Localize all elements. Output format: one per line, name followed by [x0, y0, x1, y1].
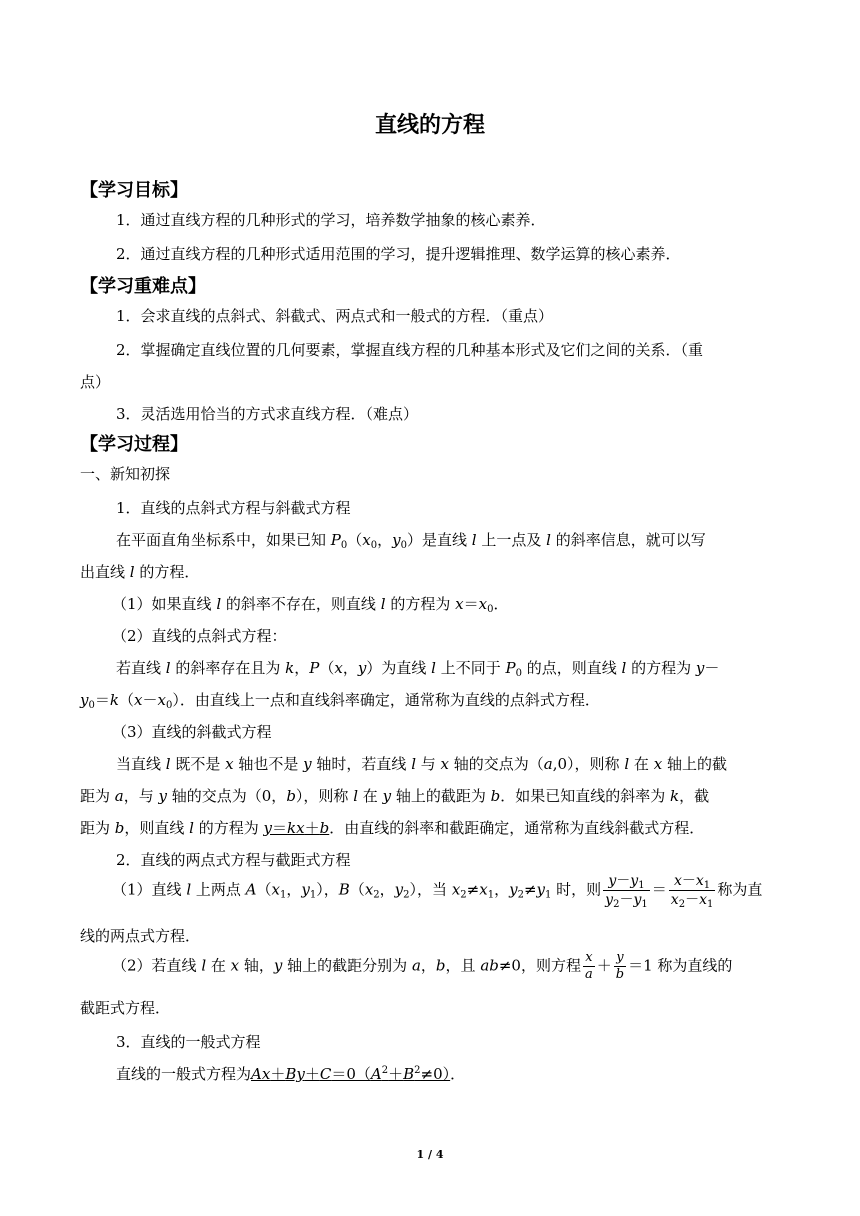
paragraph-1-line-2: 出直线 l 的方程．: [80, 563, 200, 581]
general-form-line: 直线的一般式方程为$Ax+By+C=0(A^2+B^2\ne 0)$．: [116, 1065, 466, 1083]
intercept-line-2: 截距式方程．: [80, 999, 171, 1017]
key-item-3: 3．灵活选用恰当的方式求直线方程．（难点）: [116, 405, 419, 423]
general-form-prefix: 直线的一般式方程为: [116, 1065, 252, 1083]
point-slope-line-1: 若直线 l 的斜率存在且为 k，P（x，y）为直线 l 上不同于 $P_0$ 的点，则直线 l 的方程为 y－: [116, 659, 720, 679]
general-form-equation: $Ax+By+C=0(A^2+B^2\ne 0)$: [251, 1065, 451, 1083]
goal-item-1: 1．通过直线方程的几种形式的学习，培养数学抽象的核心素养．: [116, 211, 546, 229]
key-item-2-cont: 点）: [80, 373, 111, 391]
paragraph-1-line-1: 在平面直角坐标系中，如果已知 $P_0(x_0$，$y_0$）是直线 l 上一点及 l 的斜率信息，就可以写: [116, 531, 706, 551]
item-2: （2）直线的点斜式方程：: [112, 627, 287, 645]
item-3: （3）直线的斜截式方程: [112, 723, 272, 741]
two-point-fraction-right: $\frac{x-x_1}{x_2-x_1}$: [670, 873, 714, 910]
two-point-line-2: 线的两点式方程．: [80, 927, 201, 945]
two-point-fraction-left: $\frac{y-y_1}{y_2-y_1}$: [605, 873, 648, 910]
slope-intercept-line-2: 距为 a，与 y 轴的交点为（0，b），则称 l 在 y 轴上的截距为 b．如果已知直线的斜率为 k，截: [80, 787, 710, 805]
intercept-fraction-y: $\frac{y}{b}$: [615, 950, 625, 982]
intercept-fraction-x: $\frac{x}{a}$: [584, 950, 593, 982]
subheading-3: 3．直线的一般式方程: [116, 1033, 261, 1051]
page-title: 直线的方程: [374, 113, 485, 138]
section-heading-process: 【学习过程】: [80, 434, 188, 455]
two-point-line-1: （1）直线 l 上两点 $A(x_1$，$y_1$），$B(x_2$，$y_2$），当 $x_2\ne x_1$，$y_2\ne y_1$ 时，则 $\frac{y-y_1}{y_2-y_1}$ ＝ $\frac{x-x_1}{x_2-x_1}$ 称为直: [112, 873, 763, 910]
part-heading: 一、新知初探: [80, 465, 171, 483]
section-heading-goals: 【学习目标】: [80, 180, 188, 201]
item-1-end: 的方程为: [390, 595, 451, 613]
point-slope-line-2: $y_0=k(x-x_0)$．由直线上一点和直线斜率确定，通常称为直线的点斜式方程．: [80, 691, 600, 711]
page-number: 1 / 4: [416, 1148, 444, 1161]
subheading-1: 1．直线的点斜式方程与斜截式方程: [116, 499, 351, 517]
slope-intercept-line-1: 当直线 l 既不是 x 轴也不是 y 轴时，若直线 l 与 x 轴的交点为（a,0），则称 l 在 x 轴上的截: [116, 755, 727, 773]
intercept-line-1: （2）若直线 l 在 x 轴，y 轴上的截距分别为 a，b，且 ab≠0，则方程 $\frac{x}{a}$ ＋ $\frac{y}{b}$ ＝1 称为直线的: [112, 950, 733, 982]
subheading-2: 2．直线的两点式方程与截距式方程: [116, 851, 351, 869]
key-item-2: 2．掌握确定直线位置的几何要素，掌握直线方程的几种基本形式及它们之间的关系．（重: [116, 341, 704, 359]
section-heading-key: 【学习重难点】: [80, 276, 206, 297]
item-1-lead: （1）如果直线: [112, 595, 212, 613]
key-item-1: 1．会求直线的点斜式、斜截式、两点式和一般式的方程．（重点）: [116, 307, 554, 325]
item-1-mid: 的斜率不存在，则直线: [225, 595, 376, 613]
slope-intercept-line-3: 距为 b，则直线 l 的方程为 y＝kx＋b．由直线的斜率和截距确定，通常称为直线斜截式方程．: [80, 819, 705, 837]
item-1: （1）如果直线 l 的斜率不存在，则直线 l 的方程为 $x=x_0$．: [112, 595, 509, 615]
goal-item-2: 2．通过直线方程的几种形式适用范围的学习，提升逻辑推理、数学运算的核心素养．: [116, 245, 681, 263]
